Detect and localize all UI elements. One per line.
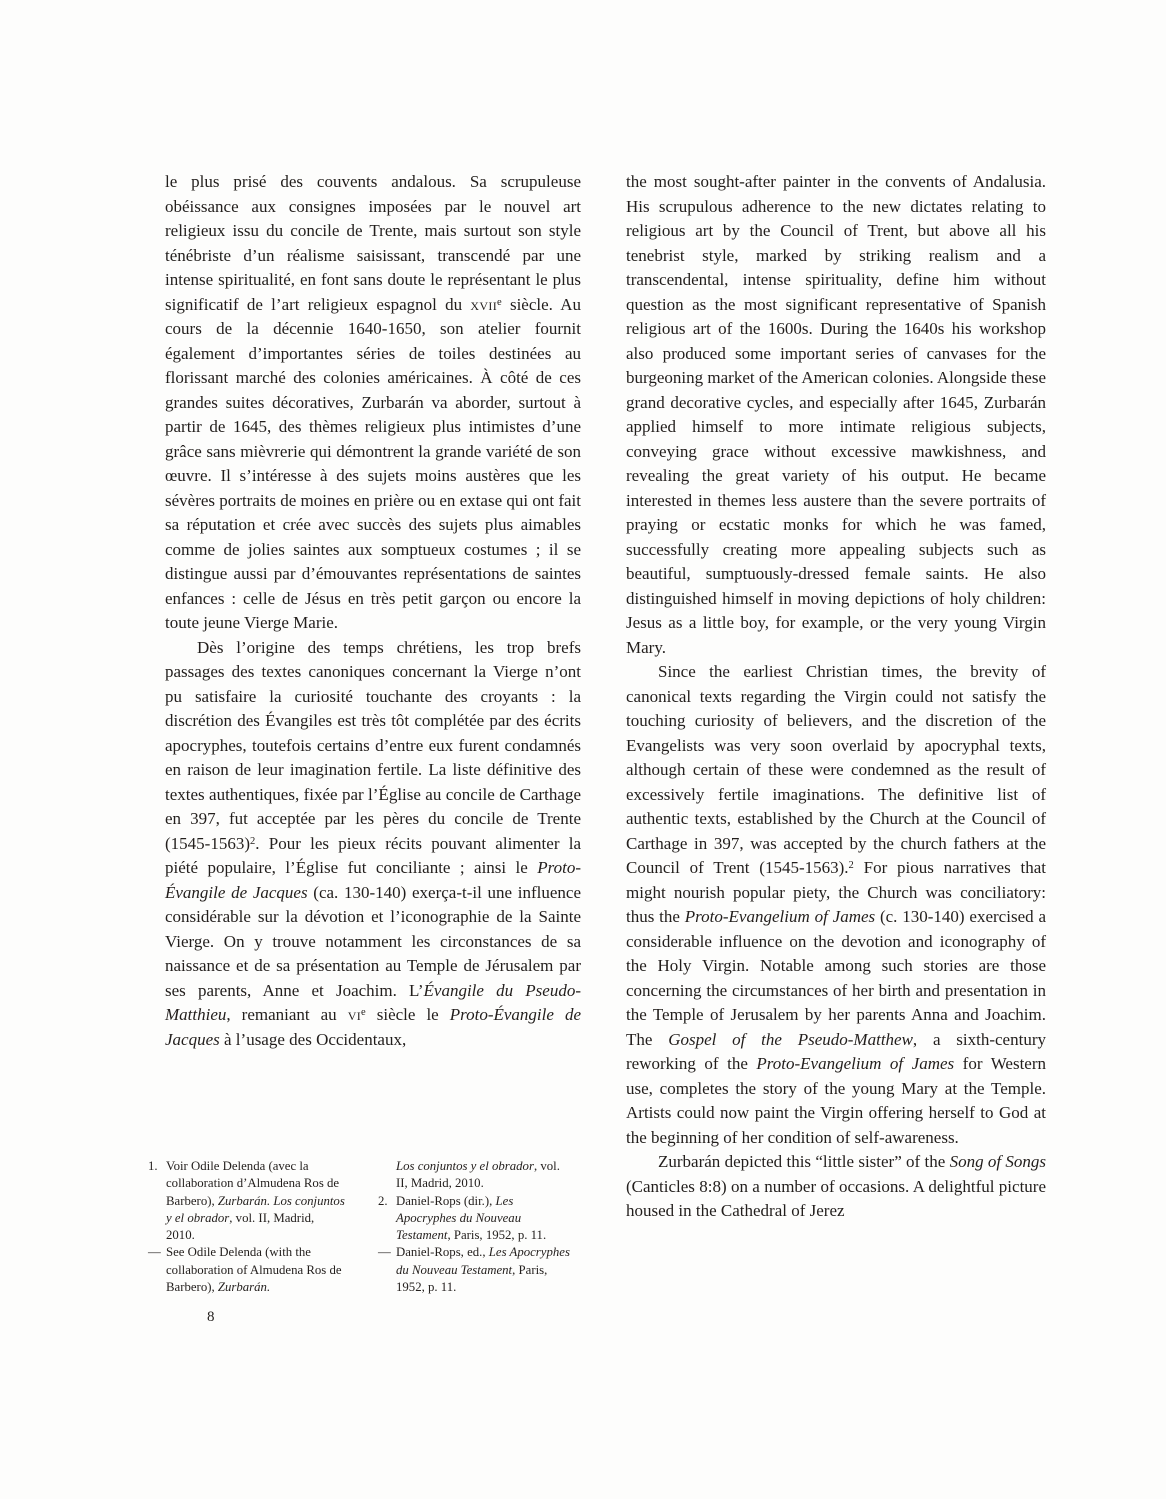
french-paragraph-1: le plus prisé des couvents andalous. Sa scrupuleuse obéissance aux consignes imposées par le nouvel art religieux issu du concile de Trente, mais surtout son style ténébriste d’un réalisme saisissant, transcendé par une intense spiritualité, en font sans doute le représentant le plus significatif de l’art religieux espagnol du xvii$^e$ siècle. Au cours de la décennie 1640-1650, son atelier fournit également d’importantes séries de toiles destinées au florissant marché des colonies américaines. À côté de ces grandes suites décoratives, Zurbarán va aborder, surtout à partir de 1645, des thèmes religieux plus intimistes d’une grâce sans mièvrerie qui démontrent la grande variété de son œuvre. Il s’intéresse à des sujets moins austères que les sévères portraits de moines en prière ou en extase qui ont fait sa réputation et crée avec succès des sujets plus aimables comme de jolies saintes aux somptueux costumes ; il se distingue aussi par d’émouvantes représentations de saintes enfances : celle de Jésus en très petit garçon ou encore la toute jeune Vierge Marie.	[165, 172, 581, 632]
footnote-marker: —	[148, 1245, 161, 1260]
small-caps-numeral: xvii	[470, 294, 498, 314]
italic-title-text: Gospel of the Pseudo-Matthew	[668, 1029, 913, 1049]
superscript-note-ref: 2	[848, 860, 854, 872]
english-paragraph-1: the most sought-after painter in the convents of Andalusia. His scrupulous adherence to the new dictates relating to religious art by the Council of Trent, but above all his tenebrist style, marked by striking realism and a transcendental, intense spirituality, define him without question as the most significant representative of Spanish religious art of the 1600s. During the 1640s his workshop also produced some important series of canvases for the burgeoning market of the American colonies. Alongside these grand decorative cycles, and especially after 1645, Zurbarán applied himself to more intimate religious subjects, conveying grace without excessive mawkishness, and revealing the great variety of his output. He became interested in themes less austere than the severe portraits of praying or ecstatic monks for which he was famed, successfully creating more appealing subjects such as beautiful, sumptuously-dressed female saints. He also distinguished himself in moving depictions of holy children: Jesus as a little boy, for example, or the very young Virgin Mary.	[626, 172, 1046, 657]
italic-title-text: Song of Songs	[949, 1152, 1046, 1171]
superscript-note-ref: e	[497, 296, 502, 308]
italic-title-text: Évangile du Pseudo-Matthieu	[165, 980, 581, 1024]
footnote-col1-entry-1	[148, 1158, 346, 1244]
superscript-note-ref: 2	[249, 835, 256, 847]
footnotes-block	[148, 1158, 574, 1296]
footnote-text: Los conjuntos y el obrador, vol. II, Madrid, 2010.	[396, 1159, 560, 1191]
footnote-text: See Odile Delenda (with the collaboration of Almudena Ros de Barbero), Zurbarán.	[166, 1245, 342, 1295]
italic-title-text: Les Apocryphes du Nouveau Testament	[396, 1245, 570, 1277]
footnote-marker: 1.	[148, 1159, 158, 1173]
italic-title-text: Proto-Évangile de Jacques	[165, 1005, 581, 1049]
french-text-column	[165, 170, 581, 1052]
page-number: 8	[207, 1309, 215, 1325]
footnote-text: Voir Odile Delenda (avec la collaboration d’Almudena Ros de Barbero), Zurbarán. Los conjuntos y el obrador, vol. II, Madrid, 2010.	[166, 1159, 345, 1243]
italic-title-text: Zurbarán.	[217, 1280, 271, 1295]
footnote-marker: —	[378, 1245, 391, 1260]
french-paragraph-2: Dès l’origine des temps chrétiens, les trop brefs passages des textes canoniques concernant la Vierge n’ont pu satisfaire la curiosité touchante des croyants : la discrétion des Évangiles est très tôt complétée par des écrits apocryphes, toutefois certains d’entre eux furent condamnés en raison de leur imagination fertile. La liste définitive des textes authentiques, fixée par l’Église au concile de Carthage en 397, fut acceptée par les pères du concile de Trente (1545-1563)$^2$. Pour les pieux récits pouvant alimenter la piété populaire, l’Église fut conciliante ; ainsi le Proto-Évangile de Jacques (ca. 130-140) exerça-t-il une influence considérable sur la dévotion et l’iconographie de la Sainte Vierge. On y trouve notamment les circonstances de sa naissance et de sa présentation au Temple de Jérusalem par ses parents, Anne et Joachim. L’Évangile du Pseudo-Matthieu, remaniant au $vi^e$ siècle le Proto-Évangile de Jacques à l’usage des Occidentaux,	[165, 637, 582, 1049]
footnote-text: Daniel-Rops, ed., Les Apocryphes du Nouveau Testament, Paris, 1952, p. 11.	[396, 1245, 570, 1295]
small-caps-numeral: vi	[347, 1005, 362, 1024]
footnote-col2-entry-3	[378, 1244, 574, 1296]
italic-title-text: Proto-Evangelium of James	[684, 907, 876, 926]
footnote-column-1	[148, 1158, 346, 1296]
footnote-col2-entry-2	[378, 1193, 574, 1245]
footnote-column-2	[378, 1158, 574, 1296]
english-text-column	[626, 170, 1046, 1224]
italic-title-text: Proto-Évangile de Jacques	[165, 858, 581, 902]
italic-title-text: Les Apocryphes du Nouveau Testament	[396, 1193, 522, 1243]
footnote-marker: 2.	[378, 1193, 388, 1208]
italic-title-text: Proto-Evangelium of James	[756, 1054, 955, 1073]
italic-title-text: Los conjuntos y el obrador	[396, 1159, 534, 1173]
english-paragraph-3: Zurbarán depicted this “little sister” of the Song of Songs (Canticles 8:8) on a number of occasions. A delightful picture housed in the Cathedral of Jerez	[626, 1152, 1046, 1220]
footnote-col1-entry-2	[148, 1244, 346, 1296]
footnote-col2-entry-1	[378, 1158, 574, 1193]
footnote-marker	[378, 1158, 396, 1193]
footnote-text: Daniel-Rops (dir.), Les Apocryphes du Nouveau Testament, Paris, 1952, p. 11.	[396, 1193, 547, 1243]
english-paragraph-2: Since the earliest Christian times, the brevity of canonical texts regarding the Virgin could not satisfy the touching curiosity of believers, and the discretion of the Evangelists was very soon overlaid by apocryphal texts, although certain of these were condemned as the result of excessively fertile imaginations. The definitive list of authentic texts, established by the Church at the Council of Carthage in 397, was accepted by the church fathers at the Council of Trent (1545-1563).$^2$ For pious narratives that might nourish popular piety, the Church was conciliatory: thus the Proto-Evangelium of James (c. 130-140) exercised a considerable influence on the devotion and iconography of the Holy Virgin. Notable among such stories are those concerning the circumstances of her birth and presentation in the Temple of Jerusalem by her parents Anna and Joachim. The Gospel of the Pseudo-Matthew, a sixth-century reworking of the Proto-Evangelium of James for Western use, completes the story of the young Mary at the Temple. Artists could now paint the Virgin offering herself to God at the beginning of her condition of self-awareness.	[626, 662, 1046, 1147]
italic-title-text: Zurbarán. Los conjuntos y el obrador	[166, 1193, 345, 1225]
superscript-note-ref: e	[361, 1007, 366, 1019]
